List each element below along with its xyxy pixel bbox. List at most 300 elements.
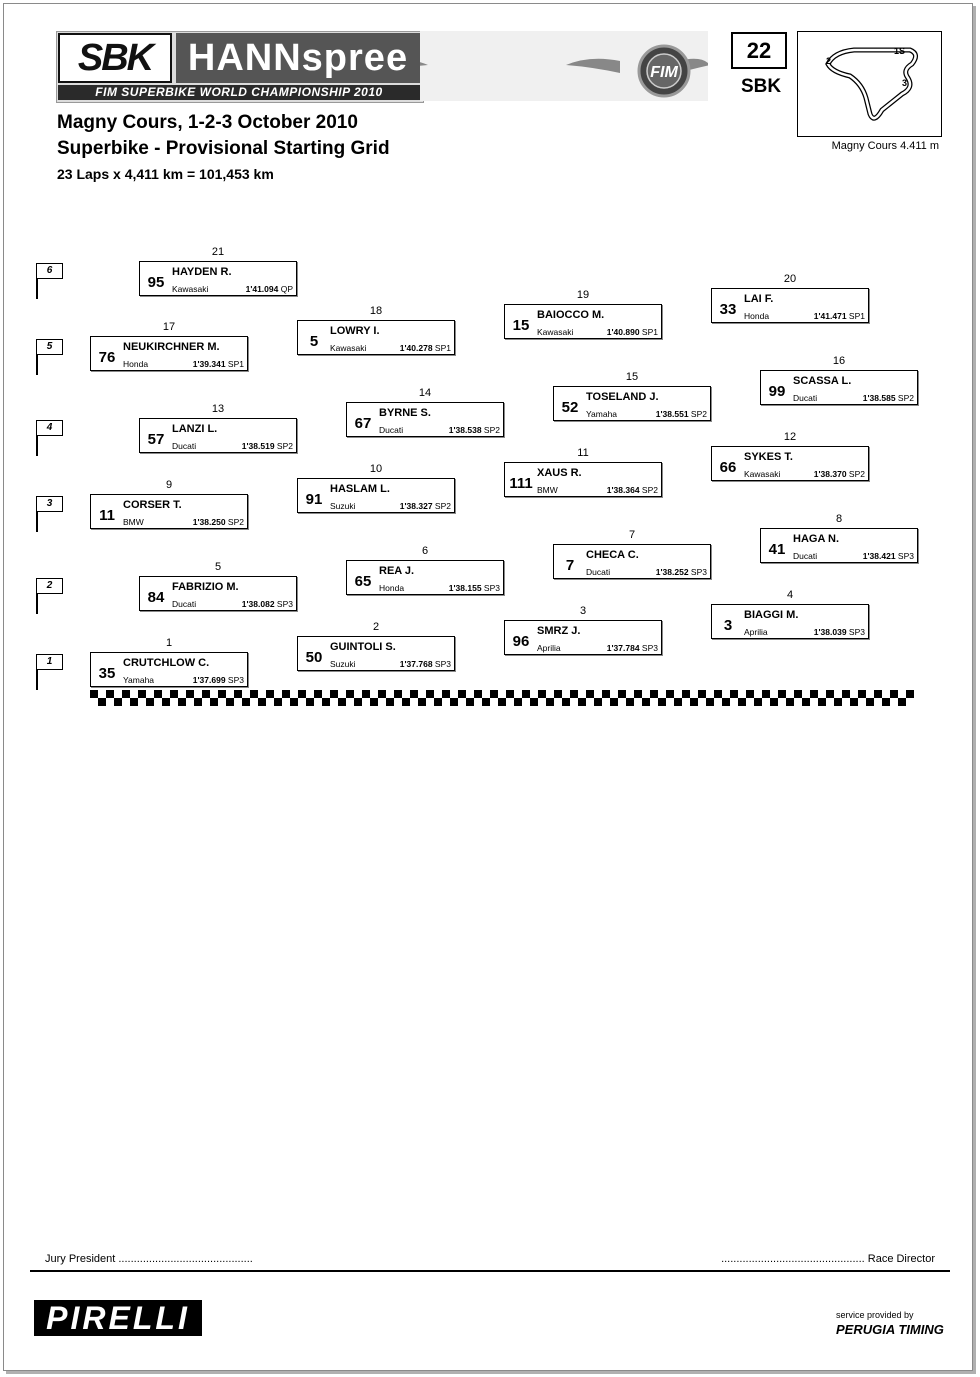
lap-time <box>814 469 865 479</box>
checker-square <box>762 690 770 698</box>
checker-square <box>906 690 914 698</box>
row-number: 4 <box>36 420 63 436</box>
checker-square <box>378 690 386 698</box>
rider-team: BMW <box>537 485 558 495</box>
rider-team: Honda <box>744 311 770 321</box>
lap-time <box>607 485 658 495</box>
rider-name: HASLAM L. <box>330 483 390 495</box>
checker-square <box>818 698 826 706</box>
checker-square <box>850 698 858 706</box>
grid-position-label: 12 <box>783 431 797 443</box>
rider-name: SMRZ J. <box>537 625 581 637</box>
grid-slot <box>760 370 918 405</box>
checker-square <box>770 698 778 706</box>
grid-slot <box>504 304 662 339</box>
rider-name: LOWRY I. <box>330 325 380 337</box>
checker-square <box>682 690 690 698</box>
checker-square <box>218 690 226 698</box>
round-number: 22 <box>731 32 787 69</box>
lap-time <box>242 599 293 609</box>
session-code: SP3 <box>483 583 500 593</box>
lap-time <box>400 501 451 511</box>
checker-square <box>466 698 474 706</box>
checker-square <box>554 690 562 698</box>
checker-square <box>866 698 874 706</box>
checker-square <box>242 698 250 706</box>
checker-square <box>690 698 698 706</box>
grid-slot <box>90 336 248 371</box>
checker-square <box>146 698 154 706</box>
race-director-signature: ............................................... Race Director <box>721 1253 935 1265</box>
checker-square <box>418 698 426 706</box>
rider-number: 7 <box>565 557 575 574</box>
rider-number: 57 <box>147 431 165 448</box>
checker-square <box>786 698 794 706</box>
session-title: Superbike - Provisional Starting Grid <box>57 138 390 159</box>
checker-square <box>586 690 594 698</box>
checker-square <box>450 698 458 706</box>
checker-square <box>482 698 490 706</box>
lap-time-value: 1'38.039 <box>813 627 847 637</box>
track-map <box>797 31 942 137</box>
rider-name: BYRNE S. <box>379 407 431 419</box>
session-code: SP2 <box>434 501 451 511</box>
checker-square <box>618 690 626 698</box>
rider-team: Ducati <box>793 393 818 403</box>
lap-time-value: 1'41.094 <box>245 284 279 294</box>
lap-time-value: 1'39.341 <box>192 359 226 369</box>
grid-slot <box>346 560 504 595</box>
checker-square <box>386 698 394 706</box>
rider-number: 66 <box>719 459 737 476</box>
checker-square <box>138 690 146 698</box>
grid-slot <box>346 402 504 437</box>
rider-team: Kawasaki <box>330 343 367 353</box>
grid-slot <box>139 261 297 296</box>
checker-square <box>570 690 578 698</box>
lap-time <box>863 393 914 403</box>
row-flag <box>36 496 66 532</box>
checkered-line <box>90 690 914 706</box>
rider-name: HAYDEN R. <box>172 266 232 278</box>
rider-number: 52 <box>561 399 579 416</box>
lap-time-value: 1'38.370 <box>813 469 847 479</box>
grid-position-label: 4 <box>786 589 794 601</box>
checker-square <box>546 698 554 706</box>
session-code: SP3 <box>690 567 707 577</box>
rider-number: 99 <box>768 383 786 400</box>
checker-square <box>738 698 746 706</box>
grid-position-label: 11 <box>577 447 589 459</box>
track-map-icon <box>798 32 941 136</box>
lap-time-value: 1'38.421 <box>862 551 896 561</box>
checker-square <box>402 698 410 706</box>
checker-square <box>98 698 106 706</box>
rider-number: 111 <box>509 475 533 492</box>
grid-slot <box>711 446 869 481</box>
row-number: 1 <box>36 654 63 670</box>
lap-time-value: 1'38.250 <box>192 517 226 527</box>
row-flag <box>36 420 66 456</box>
rider-number: 91 <box>305 491 323 508</box>
document-page <box>3 3 973 1371</box>
checker-square <box>234 690 242 698</box>
grid-slot <box>90 494 248 529</box>
checker-square <box>394 690 402 698</box>
session-code: SP3 <box>227 675 244 685</box>
track-caption: Magny Cours 4.411 m <box>831 140 939 152</box>
checker-square <box>442 690 450 698</box>
rider-team: Ducati <box>172 441 197 451</box>
checker-square <box>562 698 570 706</box>
grid-slot <box>504 620 662 655</box>
rider-team: Kawasaki <box>744 469 781 479</box>
checker-square <box>530 698 538 706</box>
map-label-3: 3 <box>902 78 908 88</box>
rider-team: Aprilia <box>537 643 561 653</box>
rider-number: 96 <box>512 633 530 650</box>
checker-square <box>594 698 602 706</box>
grid-position-label: 7 <box>628 529 636 541</box>
rider-number: 3 <box>723 617 733 634</box>
grid-position-label: 10 <box>369 463 383 475</box>
checker-square <box>578 698 586 706</box>
grid-position-label: 1 <box>165 637 173 649</box>
grid-slot <box>90 652 248 687</box>
checker-square <box>202 690 210 698</box>
checker-square <box>874 690 882 698</box>
checker-square <box>642 698 650 706</box>
jury-president-signature: Jury President ............................................ <box>45 1253 253 1265</box>
row-number: 3 <box>36 496 63 512</box>
rider-name: SCASSA L. <box>793 375 852 387</box>
grid-slot <box>139 576 297 611</box>
rider-team: Yamaha <box>123 675 155 685</box>
championship-title: FIM SUPERBIKE WORLD CHAMPIONSHIP 2010 <box>58 85 420 100</box>
lap-time-value: 1'38.538 <box>448 425 482 435</box>
checker-square <box>666 690 674 698</box>
checker-square <box>746 690 754 698</box>
checker-square <box>730 690 738 698</box>
checker-square <box>698 690 706 698</box>
checker-square <box>650 690 658 698</box>
row-flag <box>36 578 66 614</box>
session-code: SP1 <box>848 311 865 321</box>
rider-team: Suzuki <box>330 659 356 669</box>
session-code: SP3 <box>641 643 658 653</box>
checker-square <box>754 698 762 706</box>
lap-time-value: 1'38.155 <box>448 583 482 593</box>
grid-position-label: 6 <box>421 545 429 557</box>
checker-square <box>538 690 546 698</box>
checker-square <box>522 690 530 698</box>
checker-square <box>514 698 522 706</box>
rider-number: 84 <box>147 589 165 606</box>
checker-square <box>322 698 330 706</box>
map-label-2: 2 <box>826 56 832 66</box>
lap-time-value: 1'38.551 <box>655 409 689 419</box>
fim-logo-area <box>420 31 708 101</box>
checker-square <box>706 698 714 706</box>
rider-name: LAI F. <box>744 293 774 305</box>
lap-time-value: 1'40.890 <box>606 327 640 337</box>
checker-square <box>826 690 834 698</box>
rider-team: Ducati <box>172 599 197 609</box>
rider-team: Honda <box>379 583 405 593</box>
footer-divider <box>30 1270 950 1272</box>
checker-square <box>498 698 506 706</box>
session-code: SP2 <box>276 441 293 451</box>
lap-time-value: 1'37.784 <box>606 643 640 653</box>
event-title: Magny Cours, 1-2-3 October 2010 <box>57 112 358 133</box>
checker-square <box>186 690 194 698</box>
grid-position-label: 3 <box>579 605 587 617</box>
lap-time <box>607 643 658 653</box>
checker-square <box>722 698 730 706</box>
lap-time <box>814 311 865 321</box>
rider-number: 50 <box>305 649 323 666</box>
grid-position-label: 15 <box>625 371 639 383</box>
session-code: SP2 <box>848 469 865 479</box>
rider-number: 95 <box>147 274 165 291</box>
session-code: SP3 <box>276 599 293 609</box>
grid-slot <box>297 320 455 355</box>
sbk-logo: SBK <box>58 33 172 83</box>
grid-position-label: 18 <box>369 305 383 317</box>
checker-square <box>810 690 818 698</box>
lap-time <box>814 627 865 637</box>
checker-square <box>410 690 418 698</box>
rider-name: LANZI L. <box>172 423 218 435</box>
checker-square <box>226 698 234 706</box>
row-flag <box>36 263 66 299</box>
checker-square <box>274 698 282 706</box>
checker-square <box>858 690 866 698</box>
checker-square <box>834 698 842 706</box>
grid-slot <box>711 288 869 323</box>
lap-time-value: 1'38.519 <box>241 441 275 451</box>
checker-square <box>370 698 378 706</box>
checker-square <box>890 690 898 698</box>
checker-square <box>114 698 122 706</box>
checker-square <box>314 690 322 698</box>
session-code: SP1 <box>641 327 658 337</box>
checker-square <box>842 690 850 698</box>
grid-position-label: 17 <box>162 321 176 333</box>
session-code: SP3 <box>848 627 865 637</box>
rider-team: Honda <box>123 359 149 369</box>
lap-time <box>863 551 914 561</box>
session-code: SP2 <box>227 517 244 527</box>
rider-name: FABRIZIO M. <box>172 581 239 593</box>
class-label: SBK <box>740 76 782 97</box>
map-label-1s: 1S <box>894 46 906 56</box>
lap-time <box>607 327 658 337</box>
checker-square <box>122 690 130 698</box>
lap-time <box>656 409 707 419</box>
session-code: SP3 <box>897 551 914 561</box>
checker-square <box>458 690 466 698</box>
rider-name: CRUTCHLOW C. <box>123 657 210 669</box>
rider-name: GUINTOLI S. <box>330 641 396 653</box>
session-code: SP2 <box>690 409 707 419</box>
rider-team: Ducati <box>793 551 818 561</box>
checker-square <box>106 690 114 698</box>
rider-team: Kawasaki <box>537 327 574 337</box>
pirelli-logo: PIRELLI <box>34 1300 202 1336</box>
rider-name: REA J. <box>379 565 415 577</box>
checker-square <box>898 698 906 706</box>
checker-square <box>794 690 802 698</box>
lap-time <box>246 284 293 294</box>
checker-square <box>362 690 370 698</box>
lap-time-value: 1'38.252 <box>655 567 689 577</box>
service-provided-label: service provided by <box>836 1310 914 1320</box>
rider-team: Ducati <box>586 567 611 577</box>
checker-square <box>490 690 498 698</box>
grid-position-label: 9 <box>165 479 173 491</box>
row-number: 5 <box>36 339 63 355</box>
checker-square <box>306 698 314 706</box>
checker-square <box>626 698 634 706</box>
grid-slot <box>760 528 918 563</box>
session-code: SP2 <box>641 485 658 495</box>
lap-time <box>193 675 244 685</box>
grid-position-label: 14 <box>418 387 432 399</box>
rider-team: Suzuki <box>330 501 356 511</box>
lap-time-value: 1'38.327 <box>399 501 433 511</box>
checker-square <box>258 698 266 706</box>
checker-square <box>354 698 362 706</box>
rider-team: Ducati <box>379 425 404 435</box>
checker-square <box>338 698 346 706</box>
checker-square <box>346 690 354 698</box>
checker-square <box>130 698 138 706</box>
rider-name: SYKES T. <box>744 451 793 463</box>
lap-time-value: 1'37.768 <box>399 659 433 669</box>
row-flag <box>36 654 66 690</box>
lap-time <box>400 343 451 353</box>
checker-square <box>610 698 618 706</box>
session-code: SP2 <box>897 393 914 403</box>
grid-slot <box>297 636 455 671</box>
grid-slot <box>297 478 455 513</box>
session-code: QP <box>280 284 293 294</box>
checker-square <box>290 698 298 706</box>
grid-position-label: 20 <box>783 273 797 285</box>
session-code: SP1 <box>227 359 244 369</box>
grid-position-label: 19 <box>576 289 590 301</box>
lap-time-value: 1'38.585 <box>862 393 896 403</box>
checker-square <box>882 698 890 706</box>
grid-slot <box>504 462 662 497</box>
checker-square <box>714 690 722 698</box>
lap-time-value: 1'38.082 <box>241 599 275 609</box>
checker-square <box>778 690 786 698</box>
checker-square <box>266 690 274 698</box>
checker-square <box>194 698 202 706</box>
checker-square <box>178 698 186 706</box>
checker-square <box>210 698 218 706</box>
grid-position-label: 2 <box>372 621 380 633</box>
checker-square <box>298 690 306 698</box>
rider-name: XAUS R. <box>537 467 582 479</box>
rider-name: CHECA C. <box>586 549 639 561</box>
rider-name: CORSER T. <box>123 499 182 511</box>
fim-logo-text: FIM <box>650 64 678 81</box>
grid-position-label: 16 <box>832 355 846 367</box>
row-number: 2 <box>36 578 63 594</box>
rider-team: Kawasaki <box>172 284 209 294</box>
fim-logo-icon <box>420 31 708 101</box>
rider-name: TOSELAND J. <box>586 391 659 403</box>
lap-time <box>656 567 707 577</box>
grid-position-label: 8 <box>835 513 843 525</box>
grid-position-label: 21 <box>211 246 225 258</box>
session-code: SP3 <box>434 659 451 669</box>
checker-square <box>602 690 610 698</box>
checker-square <box>282 690 290 698</box>
rider-name: BIAGGI M. <box>744 609 799 621</box>
checker-square <box>634 690 642 698</box>
rider-number: 5 <box>309 333 319 350</box>
rider-name: HAGA N. <box>793 533 840 545</box>
checker-square <box>162 698 170 706</box>
rider-number: 33 <box>719 301 737 318</box>
checker-square <box>170 690 178 698</box>
perugia-timing-logo: PERUGIA TIMING <box>836 1322 944 1337</box>
grid-position-label: 5 <box>214 561 222 573</box>
grid-slot <box>553 544 711 579</box>
checker-square <box>674 698 682 706</box>
checker-square <box>330 690 338 698</box>
lap-time <box>242 441 293 451</box>
checker-square <box>154 690 162 698</box>
lap-time-value: 1'41.471 <box>813 311 847 321</box>
checker-square <box>90 690 98 698</box>
checker-square <box>802 698 810 706</box>
rider-name: NEUKIRCHNER M. <box>123 341 220 353</box>
lap-time-value: 1'37.699 <box>192 675 226 685</box>
rider-team: Yamaha <box>586 409 618 419</box>
sponsor-logo: HANNspree <box>176 33 420 83</box>
row-flag <box>36 339 66 375</box>
rider-team: BMW <box>123 517 144 527</box>
session-code: SP1 <box>434 343 451 353</box>
checker-square <box>474 690 482 698</box>
rider-number: 15 <box>512 317 530 334</box>
checker-square <box>658 698 666 706</box>
lap-time <box>193 359 244 369</box>
lap-time <box>400 659 451 669</box>
checker-square <box>506 690 514 698</box>
race-distance: 23 Laps x 4,411 km = 101,453 km <box>57 166 274 182</box>
rider-number: 41 <box>768 541 786 558</box>
rider-number: 67 <box>354 415 372 432</box>
lap-time <box>449 583 500 593</box>
checker-square <box>434 698 442 706</box>
rider-number: 65 <box>354 573 372 590</box>
rider-number: 76 <box>98 349 116 366</box>
session-code: SP2 <box>483 425 500 435</box>
checker-square <box>426 690 434 698</box>
grid-position-label: 13 <box>211 403 225 415</box>
checker-square <box>250 690 258 698</box>
lap-time-value: 1'40.278 <box>399 343 433 353</box>
rider-team: Aprilia <box>744 627 768 637</box>
rider-number: 11 <box>99 507 115 524</box>
row-number: 6 <box>36 263 63 279</box>
